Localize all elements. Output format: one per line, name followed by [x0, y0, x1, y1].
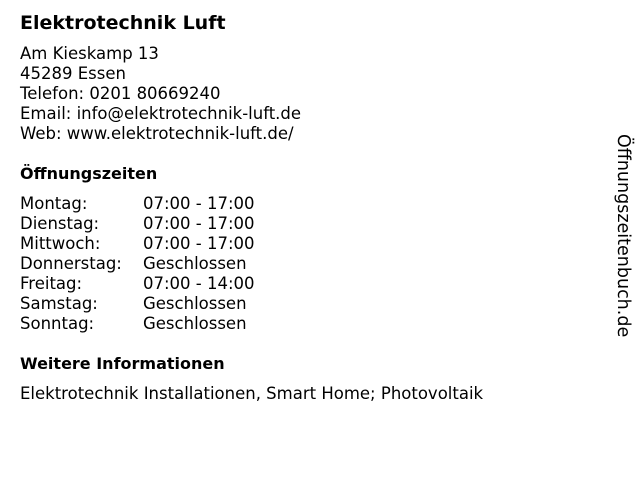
hours-value: 07:00 - 17:00	[143, 194, 255, 213]
company-name: Elektrotechnik Luft	[20, 12, 226, 34]
address-city: 45289 Essen	[20, 64, 126, 83]
phone-number: Telefon: 0201 80669240	[20, 84, 221, 103]
opening-hours-heading: Öffnungszeiten	[20, 164, 158, 183]
site-brand-label: Öffnungszeitenbuch.de	[613, 134, 633, 338]
more-info-heading: Weitere Informationen	[20, 354, 225, 373]
day-label: Samstag:	[20, 294, 98, 313]
website-address: Web: www.elektrotechnik-luft.de/	[20, 124, 294, 143]
address-block	[20, 44, 301, 144]
day-label: Freitag:	[20, 274, 83, 293]
hours-value: Geschlossen	[143, 294, 247, 313]
hours-value: 07:00 - 17:00	[143, 234, 255, 253]
hours-value: Geschlossen	[143, 254, 247, 273]
day-label: Donnerstag:	[20, 254, 122, 273]
day-label: Mittwoch:	[20, 234, 101, 253]
more-info-text: Elektrotechnik Installationen, Smart Home; Photovoltaik	[20, 384, 484, 403]
address-street: Am Kieskamp 13	[20, 44, 159, 63]
day-label: Dienstag:	[20, 214, 100, 233]
hours-value: Geschlossen	[143, 314, 247, 333]
email-address: Email: info@elektrotechnik-luft.de	[20, 104, 302, 123]
day-label: Montag:	[20, 194, 88, 213]
hours-value: 07:00 - 14:00	[143, 274, 255, 293]
hours-value: 07:00 - 17:00	[143, 214, 255, 233]
day-label: Sonntag:	[20, 314, 95, 333]
